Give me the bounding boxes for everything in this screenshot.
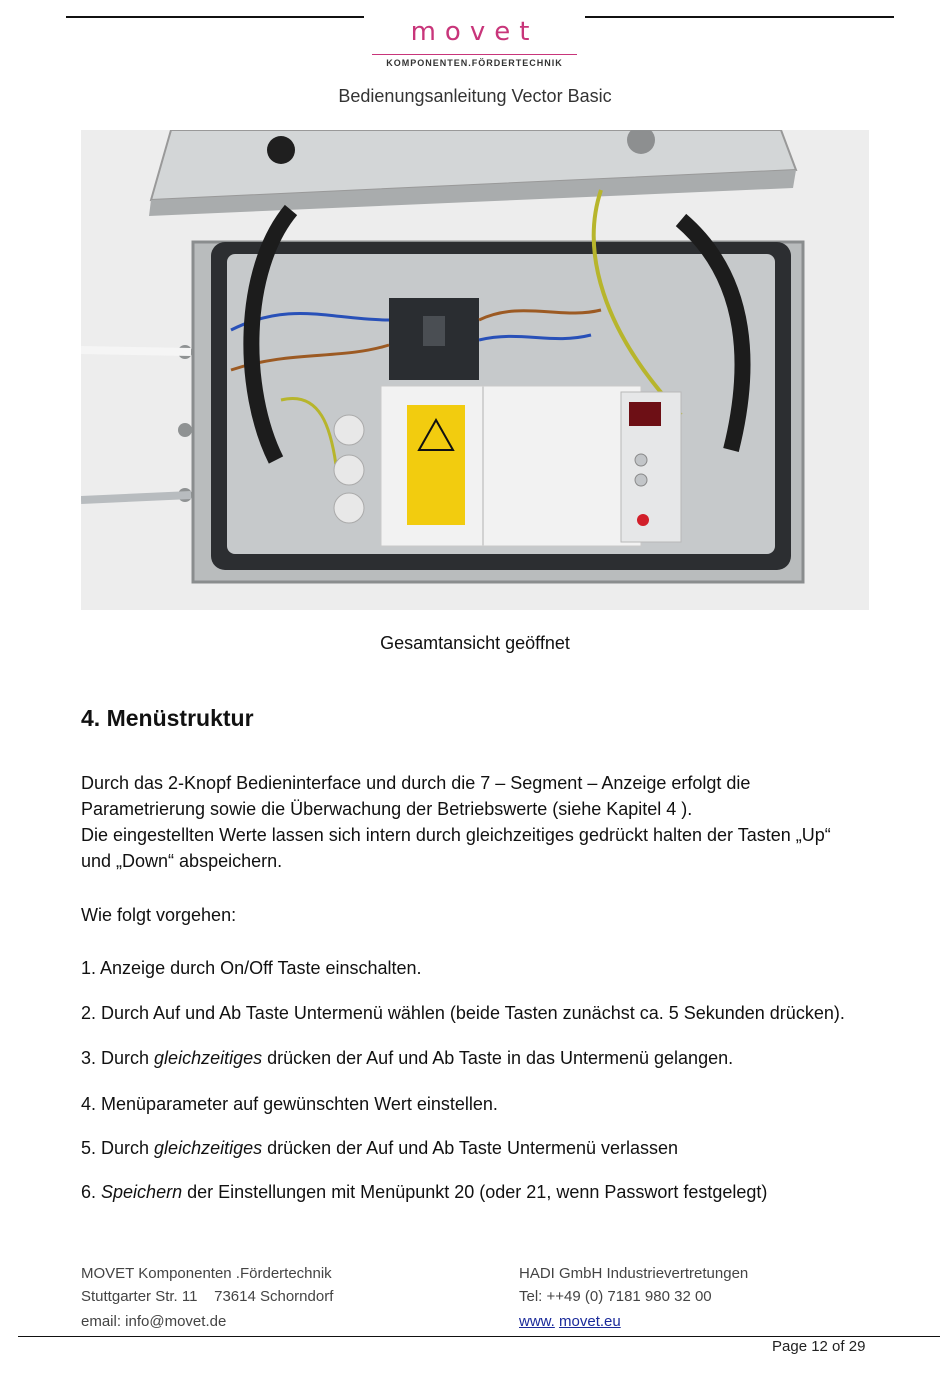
- header-rule-left: [66, 16, 364, 18]
- procedure-step: [81, 1094, 498, 1115]
- footer-left-company: MOVET Komponenten .Fördertechnik: [81, 1265, 332, 1282]
- logo-subtitle: KOMPONENTEN.FÖRDERTECHNIK: [386, 58, 563, 68]
- intro-line: Durch das 2-Knopf Bedieninterface und durch die 7 – Segment – Anzeige erfolgt die: [81, 773, 751, 793]
- step-text: Menüparameter auf gewünschten Wert einstellen.: [101, 1094, 498, 1114]
- footer-rule: [18, 1336, 940, 1337]
- document-title: Bedienungsanleitung Vector Basic: [338, 86, 612, 106]
- step-text: Durch: [101, 1048, 155, 1068]
- header-rule-right: [585, 16, 894, 18]
- procedure-step: [81, 1048, 733, 1069]
- section-heading: 4. Menüstruktur: [81, 705, 254, 731]
- step-number: 4.: [81, 1094, 97, 1114]
- step-text-rest: drücken der Auf und Ab Taste Untermenü verlassen: [262, 1138, 679, 1158]
- footer-right-phone: Tel: ++49 (0) 7181 980 32 00: [519, 1288, 712, 1305]
- step-text: Durch: [101, 1138, 155, 1158]
- website-link-part2[interactable]: movet.eu: [559, 1313, 621, 1330]
- procedure-intro: Wie folgt vorgehen:: [81, 905, 237, 925]
- step-number: 3.: [81, 1048, 97, 1068]
- procedure-step: [81, 1138, 678, 1159]
- step-emphasis: Speichern: [101, 1182, 183, 1202]
- procedure-step: [81, 1003, 845, 1024]
- procedure-step: [81, 958, 422, 979]
- page-number: Page 12 of 29: [772, 1338, 866, 1355]
- intro-line: Die eingestellten Werte lassen sich intern durch gleichzeitiges gedrückt halten der Tasten „Up“: [81, 825, 831, 845]
- step-number: 5.: [81, 1138, 97, 1158]
- step-emphasis: gleichzeitiges: [154, 1138, 263, 1158]
- step-text-rest: der Einstellungen mit Menüpunkt 20 (oder 21, wenn Passwort festgelegt): [182, 1182, 768, 1202]
- control-box-photo: [81, 130, 869, 610]
- control-box-illustration: [81, 130, 869, 610]
- step-number: 1.: [81, 958, 97, 978]
- footer-left-email: email: info@movet.de: [81, 1313, 227, 1330]
- procedure-step: [81, 1182, 767, 1203]
- step-text: Anzeige durch On/Off Taste einschalten.: [100, 958, 422, 978]
- step-text: Durch Auf und Ab Taste Untermenü wählen (beide Tasten zunächst ca. 5 Sekunden drücken).: [101, 1003, 845, 1023]
- logo-wordmark: movet: [410, 17, 539, 47]
- step-text-rest: drücken der Auf und Ab Taste in das Untermenü gelangen.: [262, 1048, 734, 1068]
- step-number: 6.: [81, 1182, 97, 1202]
- intro-line: Parametrierung sowie die Überwachung der Betriebswerte (siehe Kapitel 4 ).: [81, 799, 693, 819]
- logo-underline: [372, 54, 577, 55]
- footer-right-company: HADI GmbH Industrievertretungen: [519, 1265, 749, 1282]
- website-link-part1[interactable]: www.: [519, 1313, 555, 1330]
- footer-left-address: Stuttgarter Str. 11 73614 Schorndorf: [81, 1288, 334, 1305]
- movet-logo: [367, 18, 582, 72]
- footer-right-web: [519, 1313, 621, 1330]
- step-emphasis: gleichzeitiges: [154, 1048, 263, 1068]
- intro-line: und „Down“ abspeichern.: [81, 851, 283, 871]
- figure-caption: Gesamtansicht geöffnet: [380, 633, 570, 653]
- step-number: 2.: [81, 1003, 97, 1023]
